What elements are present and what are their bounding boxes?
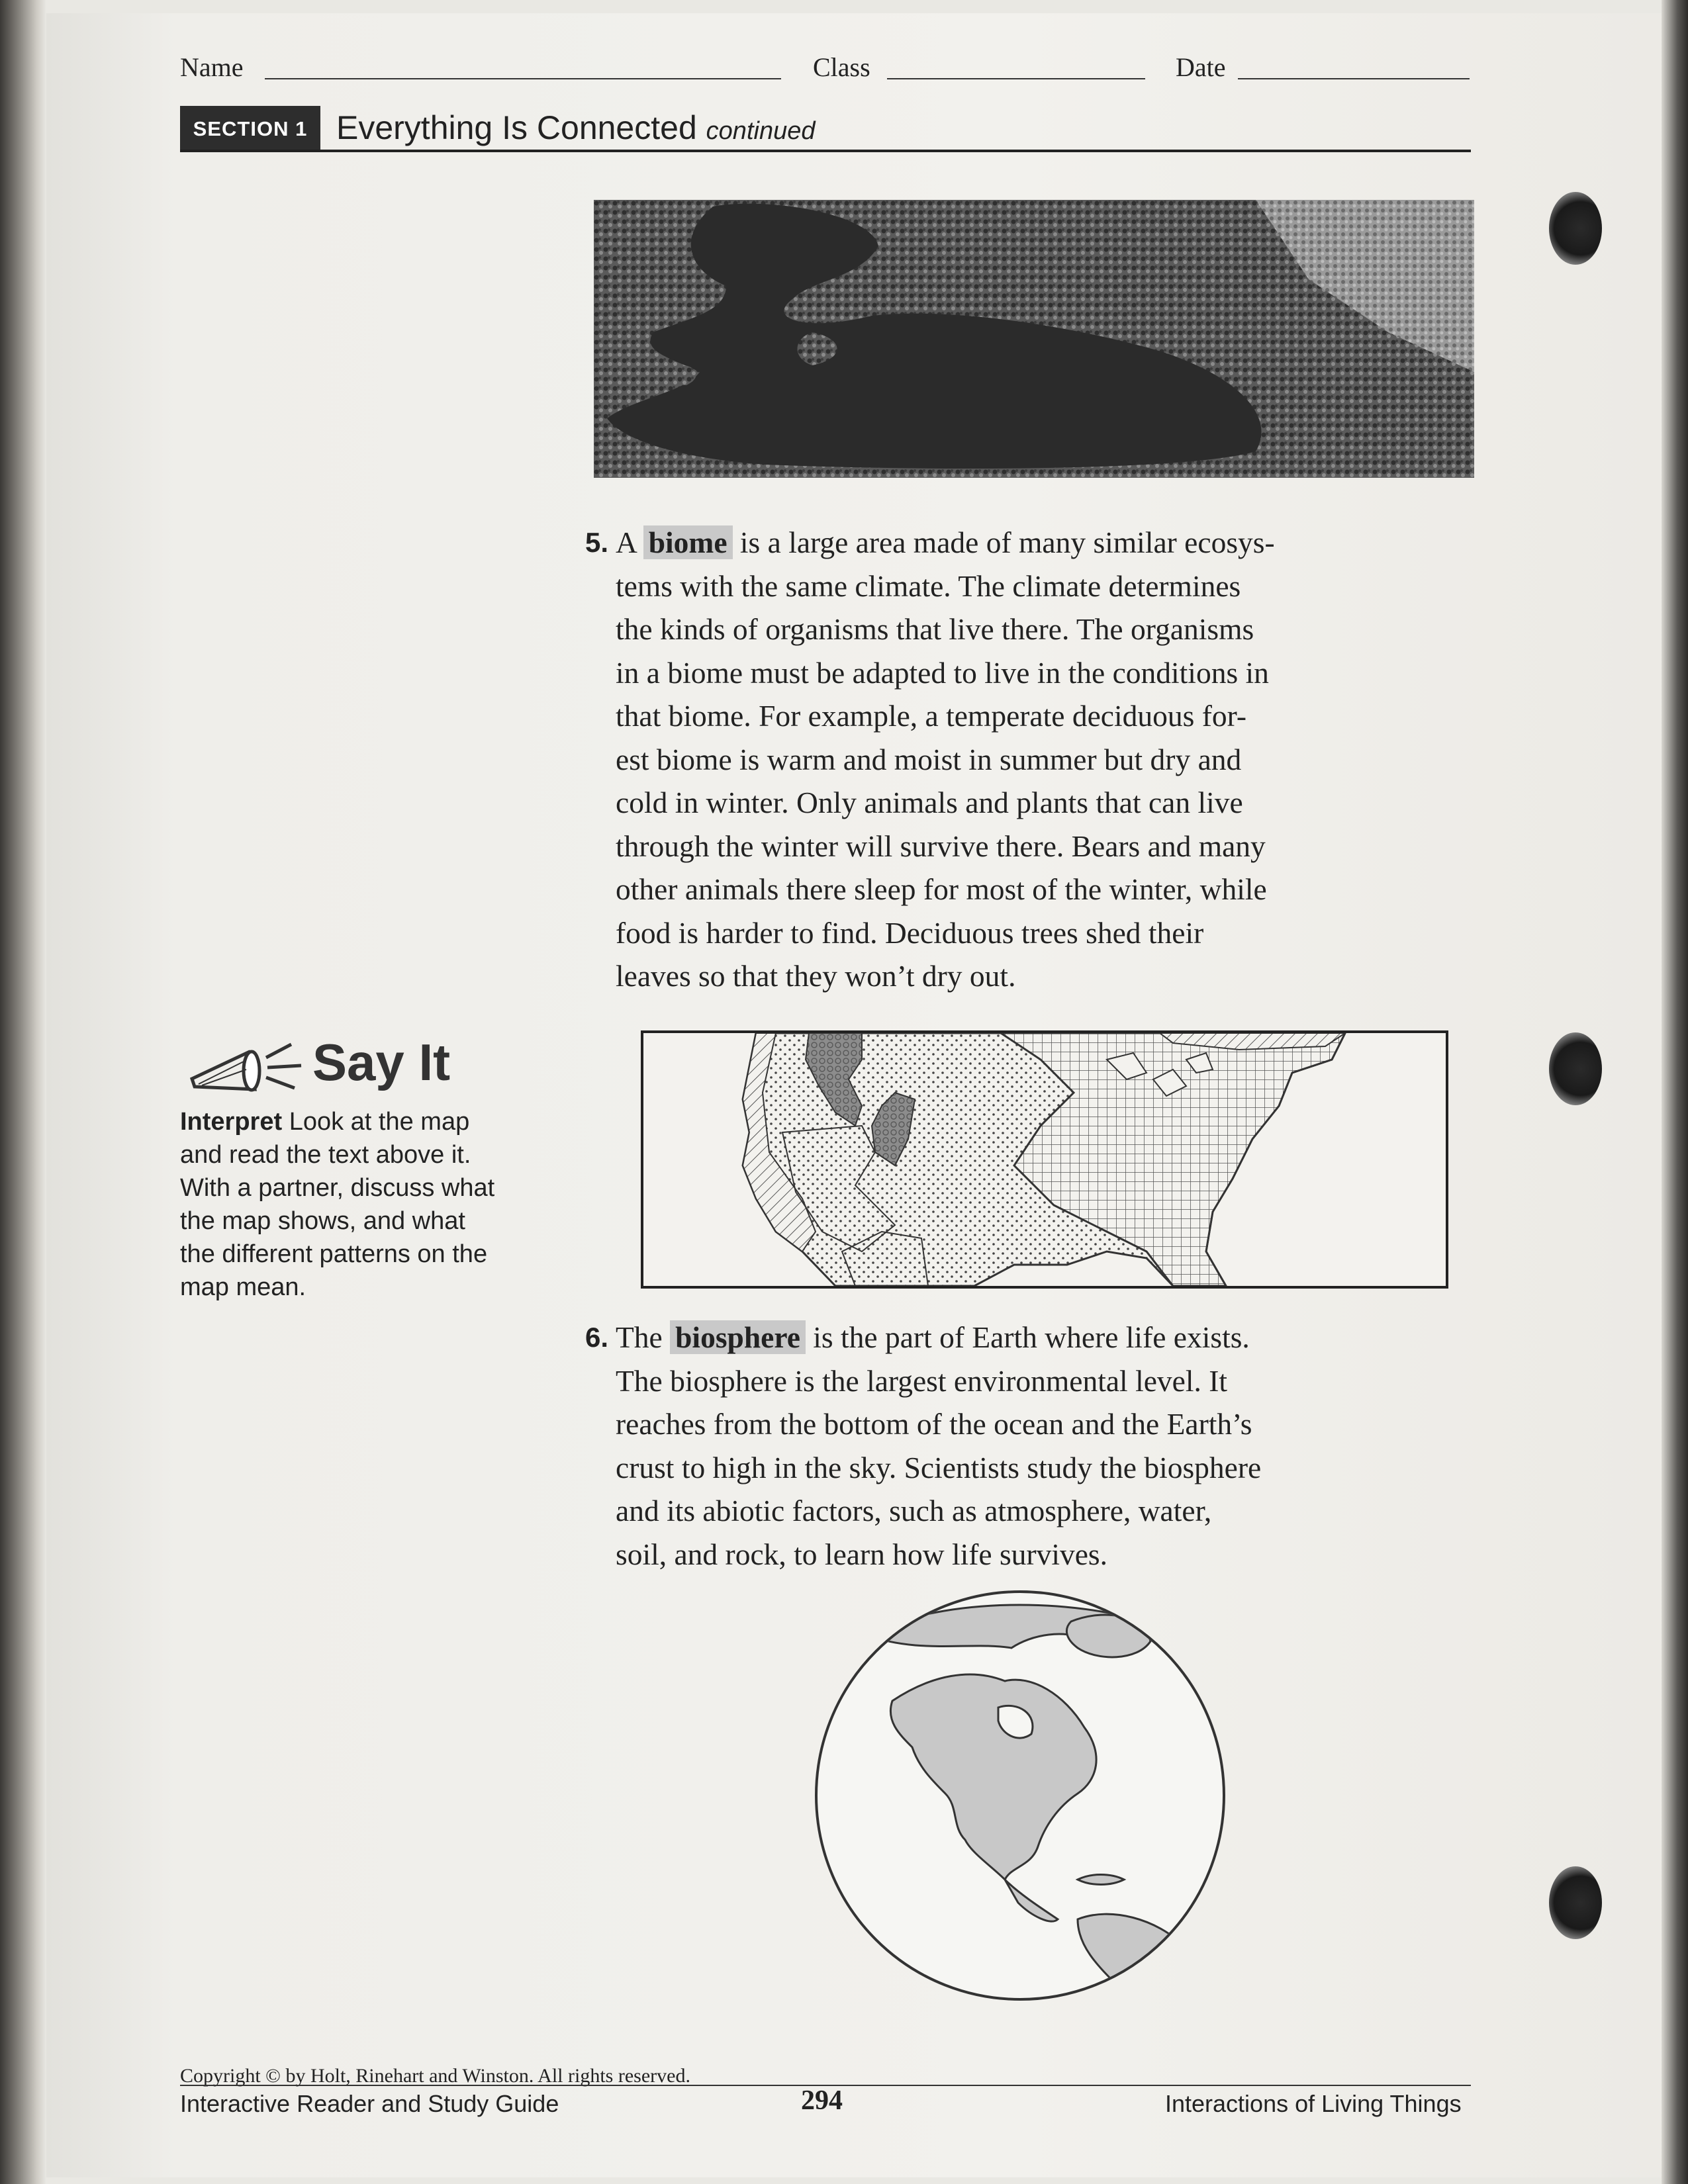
megaphone-icon <box>185 1038 311 1097</box>
binder-hole-middle <box>1549 1032 1602 1105</box>
say-it-title: Say It <box>312 1033 451 1091</box>
text-line: other animals there sleep for most of the winter, while <box>616 872 1267 906</box>
say-it-text: Interpret Look at the map and read the text above it. With a partner, discuss what the map shows, and what the different patterns on the map mean. <box>180 1108 495 1301</box>
text-line: the kinds of organisms that live there. The organisms <box>616 612 1254 646</box>
paragraph-biosphere <box>585 1316 1476 1576</box>
section-tag: SECTION 1 <box>180 106 320 150</box>
biome-map <box>641 1030 1448 1289</box>
text-line: A biome is a large area made of many similar ecosys- <box>616 525 1275 559</box>
date-label: Date <box>1176 52 1226 82</box>
section-title <box>336 109 815 147</box>
page-number: 294 <box>801 2085 843 2116</box>
binder-hole-bottom <box>1549 1866 1602 1939</box>
forest-lake-photo <box>594 200 1474 478</box>
class-field[interactable] <box>887 78 1145 79</box>
text-line: crust to high in the sky. Scientists study the biosphere <box>616 1450 1262 1484</box>
keyword-biome: biome <box>643 525 733 559</box>
text-line: food is harder to find. Deciduous trees shed their <box>616 915 1204 950</box>
text-line: est biome is warm and moist in summer but dry and <box>616 742 1242 776</box>
text-line: and its abiotic factors, such as atmosphere, water, <box>616 1494 1212 1527</box>
text-line: soil, and rock, to learn how life survives. <box>616 1537 1107 1571</box>
binder-hole-top <box>1549 192 1602 265</box>
text-line: through the winter will survive there. Bears and many <box>616 829 1266 863</box>
text-line: leaves so that they won’t dry out. <box>616 959 1016 993</box>
book-title: Interactive Reader and Study Guide <box>180 2090 559 2117</box>
text-line: The biosphere is the largest environmental level. It <box>616 1363 1228 1398</box>
earth-globe-illustration <box>813 1588 1227 2003</box>
section-title-suffix: continued <box>706 117 816 145</box>
text-line: that biome. For example, a temperate deciduous for- <box>616 699 1246 733</box>
chapter-title: Interactions of Living Things <box>1165 2090 1462 2117</box>
name-field[interactable] <box>265 78 781 79</box>
item-number: 6. <box>585 1322 609 1353</box>
text-line: cold in winter. Only animals and plants that can live <box>616 786 1243 819</box>
name-label: Name <box>180 52 244 82</box>
text-line: in a biome must be adapted to live in the conditions in <box>616 655 1269 690</box>
page-edge-shadow <box>1662 0 1688 2184</box>
keyword-biosphere: biosphere <box>670 1320 806 1354</box>
copyright-notice: Copyright © by Holt, Rinehart and Winston. All rights reserved. <box>180 2065 690 2087</box>
text-line: reaches from the bottom of the ocean and the Earth’s <box>616 1407 1252 1441</box>
text-line: The biosphere is the part of Earth where life exists. <box>616 1320 1250 1354</box>
section-header <box>180 106 1471 152</box>
class-label: Class <box>813 52 870 82</box>
book-spine-shadow <box>0 0 46 2184</box>
paragraph-biome <box>585 521 1476 998</box>
date-field[interactable] <box>1238 78 1470 79</box>
text-line: tems with the same climate. The climate determines <box>616 569 1241 603</box>
item-number: 5. <box>585 527 609 558</box>
say-it-lead: Interpret <box>180 1108 283 1136</box>
section-title-text: Everything Is Connected <box>336 109 697 146</box>
